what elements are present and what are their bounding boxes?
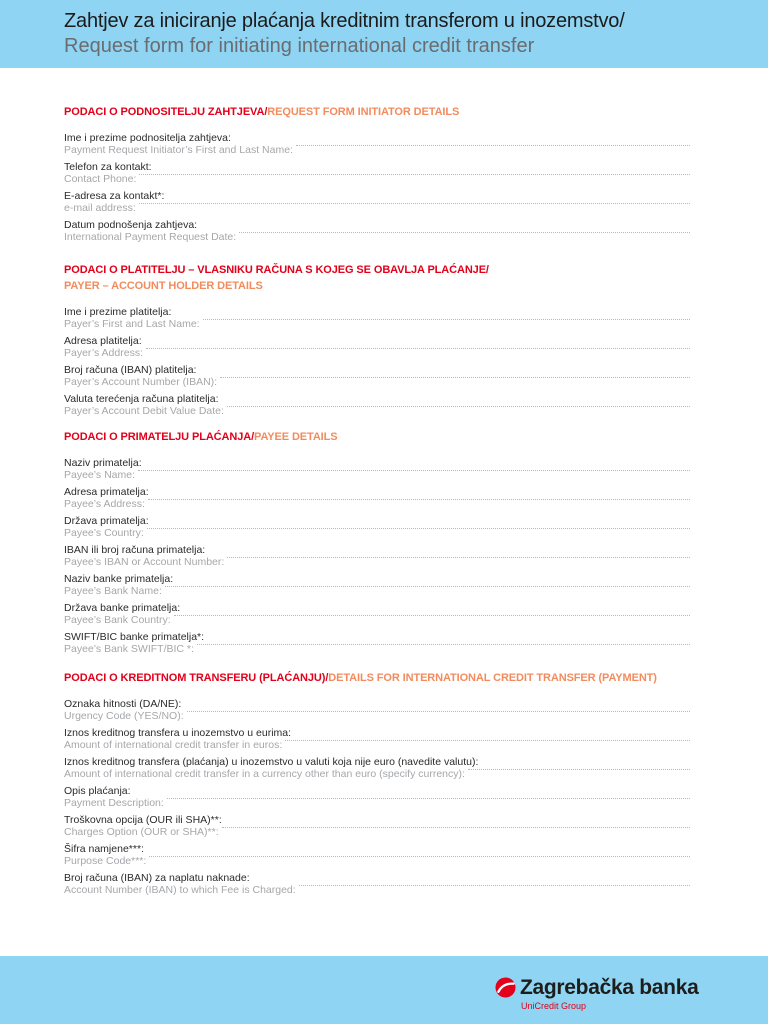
footer-band bbox=[0, 956, 768, 1024]
field-sublabel: Payer’s First and Last Name: bbox=[64, 318, 200, 330]
dotted-fill-line bbox=[239, 232, 690, 233]
field-sub-row bbox=[64, 710, 690, 722]
field-sub-row bbox=[64, 826, 690, 838]
field-sublabel: Amount of international credit transfer in euros: bbox=[64, 739, 283, 751]
field-payer-name bbox=[64, 306, 690, 335]
field-label: Opis plaćanja: bbox=[64, 785, 131, 797]
field-label: Država banke primatelja: bbox=[64, 602, 181, 614]
field-sublabel: Payee’s Bank Country: bbox=[64, 614, 171, 626]
field-sublabel: Payment Description: bbox=[64, 797, 164, 809]
dotted-fill-line bbox=[165, 586, 690, 587]
field-purpose-code bbox=[64, 843, 690, 872]
field-sublabel: Payer’s Address: bbox=[64, 347, 143, 359]
dotted-fill-line bbox=[146, 348, 690, 349]
section-title-en: DETAILS FOR INTERNATIONAL CREDIT TRANSFER (PAYMENT) bbox=[328, 672, 657, 684]
field-contact-email bbox=[64, 190, 690, 219]
field-contact-phone bbox=[64, 161, 690, 190]
field-label: Broj računa (IBAN) za naplatu naknade: bbox=[64, 872, 250, 884]
dotted-fill-line bbox=[167, 798, 690, 799]
field-payee-bank-name bbox=[64, 573, 690, 602]
field-label: Oznaka hitnosti (DA/NE): bbox=[64, 698, 182, 710]
field-sublabel: Payer’s Account Number (IBAN): bbox=[64, 376, 218, 388]
section-payee-details bbox=[64, 429, 690, 660]
field-sub-row bbox=[64, 498, 690, 510]
field-sublabel: Payee’s Bank SWIFT/BIC *: bbox=[64, 643, 194, 655]
field-amount-other-currency bbox=[64, 756, 690, 785]
field-sublabel: Payee’s Name: bbox=[64, 469, 136, 481]
field-label: Ime i prezime podnositelja zahtjeva: bbox=[64, 132, 231, 144]
field-sub-row bbox=[64, 347, 690, 359]
section-title-hr: PODACI O PLATITELJU – VLASNIKU RAČUNA S KOJEG SE OBAVLJA PLAĆANJE/ bbox=[64, 264, 489, 276]
dotted-fill-line bbox=[139, 174, 690, 175]
field-payer-iban bbox=[64, 364, 690, 393]
field-sub-row bbox=[64, 202, 690, 214]
field-sub-row bbox=[64, 768, 690, 780]
section-payer-details bbox=[64, 262, 690, 422]
field-label: Država primatelja: bbox=[64, 515, 149, 527]
field-label: Valuta terećenja računa platitelja: bbox=[64, 393, 219, 405]
field-label: Datum podnošenja zahtjeva: bbox=[64, 219, 198, 231]
field-label: Adresa platitelja: bbox=[64, 335, 142, 347]
section-title-hr: PODACI O KREDITNOM TRANSFERU (PLAĆANJU)/ bbox=[64, 672, 329, 684]
zagrebacka-banka-logo-icon bbox=[495, 977, 516, 998]
field-label: Iznos kreditnog transfera (plaćanja) u inozemstvo u valuti koja nije euro (navedite valutu): bbox=[64, 756, 479, 768]
field-payee-bank-country bbox=[64, 602, 690, 631]
field-payee-address bbox=[64, 486, 690, 515]
form-title-hr: Zahtjev za iniciranje plaćanja kreditnim transferom u inozemstvo/ bbox=[64, 10, 625, 32]
dotted-fill-line bbox=[296, 145, 690, 146]
field-sub-row bbox=[64, 855, 690, 867]
dotted-fill-line bbox=[468, 769, 690, 770]
field-label: Šifra namjene***: bbox=[64, 843, 144, 855]
dotted-fill-line bbox=[227, 406, 690, 407]
dotted-fill-line bbox=[220, 377, 690, 378]
field-label: Troškovna opcija (OUR ili SHA)**: bbox=[64, 814, 222, 826]
field-label: Adresa primatelja: bbox=[64, 486, 149, 498]
field-sub-row bbox=[64, 527, 690, 539]
dotted-fill-line bbox=[299, 885, 690, 886]
field-sub-row bbox=[64, 585, 690, 597]
section-title bbox=[64, 104, 690, 120]
section-transfer-details bbox=[64, 670, 690, 901]
field-sub-row bbox=[64, 144, 690, 156]
header-band bbox=[0, 0, 768, 68]
dotted-fill-line bbox=[227, 557, 690, 558]
field-sub-row bbox=[64, 376, 690, 388]
field-payment-description bbox=[64, 785, 690, 814]
dotted-fill-line bbox=[174, 615, 690, 616]
section-title-en: REQUEST FORM INITIATOR DETAILS bbox=[267, 106, 460, 118]
field-fee-account-iban bbox=[64, 872, 690, 901]
field-charges-option bbox=[64, 814, 690, 843]
field-sublabel: Charges Option (OUR or SHA)**: bbox=[64, 826, 219, 838]
brand-name: Zagrebačka banka bbox=[520, 976, 699, 999]
field-label: E-adresa za kontakt*: bbox=[64, 190, 165, 202]
section-title-en: PAYER – ACCOUNT HOLDER DETAILS bbox=[64, 280, 263, 292]
field-sublabel: International Payment Request Date: bbox=[64, 231, 237, 243]
field-sublabel: Purpose Code***: bbox=[64, 855, 147, 867]
field-amount-eur bbox=[64, 727, 690, 756]
section-title-en: PAYEE DETAILS bbox=[254, 431, 338, 443]
field-label: Naziv banke primatelja: bbox=[64, 573, 174, 585]
field-sublabel: Payee’s Country: bbox=[64, 527, 144, 539]
section-title-hr: PODACI O PRIMATELJU PLAĆANJA/ bbox=[64, 431, 255, 443]
field-sublabel: Urgency Code (YES/NO): bbox=[64, 710, 184, 722]
field-sublabel: Payer’s Account Debit Value Date: bbox=[64, 405, 224, 417]
section-title bbox=[64, 262, 690, 294]
field-label: Broj računa (IBAN) platitelja: bbox=[64, 364, 197, 376]
field-payer-debit-value-date bbox=[64, 393, 690, 422]
dotted-fill-line bbox=[147, 528, 690, 529]
section-title bbox=[64, 670, 690, 686]
field-request-date bbox=[64, 219, 690, 248]
dotted-fill-line bbox=[138, 470, 690, 471]
field-sub-row bbox=[64, 469, 690, 481]
field-urgency-code bbox=[64, 698, 690, 727]
field-sub-row bbox=[64, 556, 690, 568]
field-sublabel: Account Number (IBAN) to which Fee is Charged: bbox=[64, 884, 296, 896]
field-label: SWIFT/BIC banke primatelja*: bbox=[64, 631, 205, 643]
field-sub-row bbox=[64, 173, 690, 185]
field-label: IBAN ili broj računa primatelja: bbox=[64, 544, 206, 556]
field-label: Naziv primatelja: bbox=[64, 457, 142, 469]
field-sublabel: e-mail address: bbox=[64, 202, 136, 214]
field-sublabel: Payee’s Bank Name: bbox=[64, 585, 162, 597]
field-sublabel: Payee’s IBAN or Account Number: bbox=[64, 556, 225, 568]
field-label: Telefon za kontakt: bbox=[64, 161, 152, 173]
brand-group: UniCredit Group bbox=[521, 1001, 587, 1011]
form-title-en: Request form for initiating international credit transfer bbox=[64, 35, 535, 57]
dotted-fill-line bbox=[222, 827, 690, 828]
dotted-fill-line bbox=[197, 644, 690, 645]
field-payee-bank-swift bbox=[64, 631, 690, 660]
field-sub-row bbox=[64, 231, 690, 243]
field-label: Ime i prezime platitelja: bbox=[64, 306, 172, 318]
field-sub-row bbox=[64, 614, 690, 626]
dotted-fill-line bbox=[203, 319, 690, 320]
field-sublabel: Contact Phone: bbox=[64, 173, 137, 185]
field-payee-iban bbox=[64, 544, 690, 573]
dotted-fill-line bbox=[139, 203, 690, 204]
section-title bbox=[64, 429, 690, 445]
dotted-fill-line bbox=[149, 856, 690, 857]
field-sublabel: Payee’s Address: bbox=[64, 498, 145, 510]
dotted-fill-line bbox=[148, 499, 690, 500]
field-payee-name bbox=[64, 457, 690, 486]
field-sub-row bbox=[64, 739, 690, 751]
field-sub-row bbox=[64, 797, 690, 809]
field-initiator-name bbox=[64, 132, 690, 161]
dotted-fill-line bbox=[187, 711, 690, 712]
field-sub-row bbox=[64, 643, 690, 655]
field-sublabel: Payment Request Initiator’s First and Last Name: bbox=[64, 144, 293, 156]
field-sub-row bbox=[64, 318, 690, 330]
field-sub-row bbox=[64, 405, 690, 417]
section-initiator-details bbox=[64, 104, 690, 248]
section-title-hr: PODACI O PODNOSITELJU ZAHTJEVA/ bbox=[64, 106, 268, 118]
field-payee-country bbox=[64, 515, 690, 544]
field-payer-address bbox=[64, 335, 690, 364]
dotted-fill-line bbox=[285, 740, 690, 741]
field-label: Iznos kreditnog transfera u inozemstvo u eurima: bbox=[64, 727, 292, 739]
field-sub-row bbox=[64, 884, 690, 896]
field-sublabel: Amount of international credit transfer in a currency other than euro (specify currency): bbox=[64, 768, 465, 780]
